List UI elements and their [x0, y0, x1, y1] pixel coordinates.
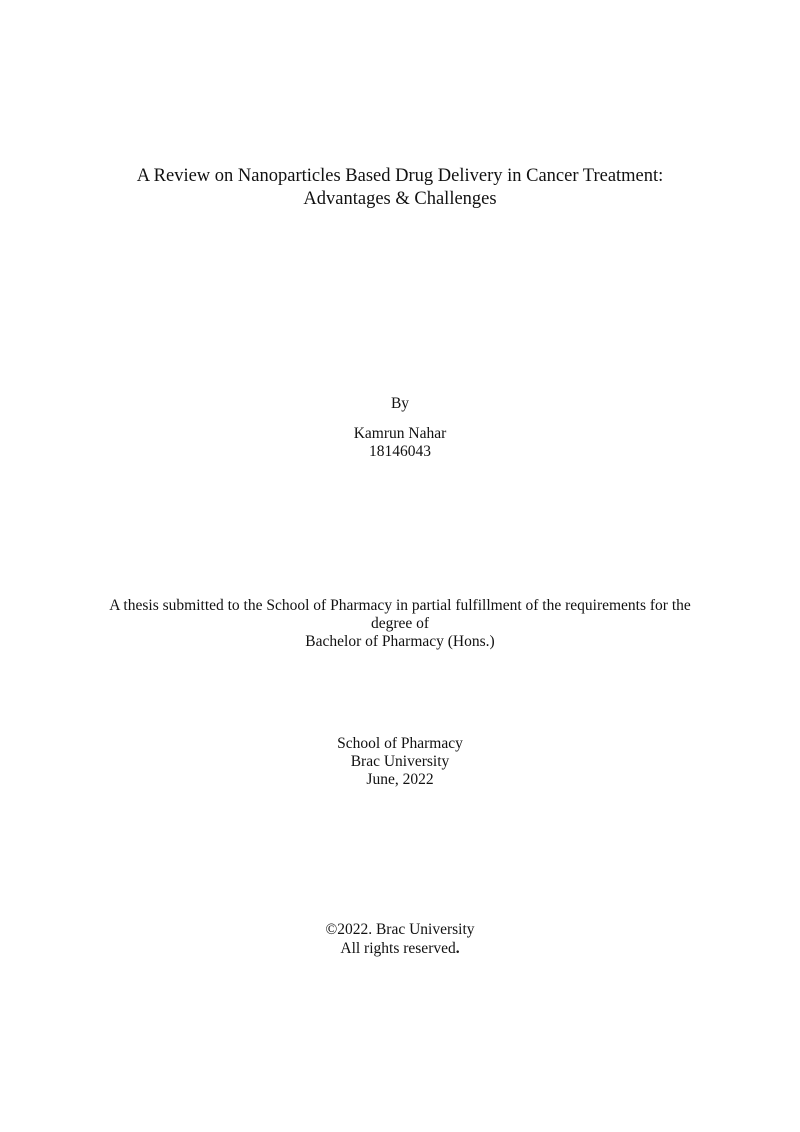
- rights-period: .: [455, 940, 460, 957]
- thesis-title: [0, 165, 800, 211]
- statement-line-2: degree of: [370, 615, 430, 632]
- student-id: 18146043: [369, 443, 431, 460]
- by-label: By: [390, 395, 410, 412]
- university-name: Brac University: [350, 753, 450, 770]
- by-label-block: [0, 394, 800, 414]
- degree-name: Bachelor of Pharmacy (Hons.): [305, 633, 495, 650]
- affiliation-block: [0, 735, 800, 789]
- submission-date: June, 2022: [366, 771, 434, 788]
- copyright-line: ©2022. Brac University: [325, 921, 475, 938]
- author-block: [0, 425, 800, 461]
- statement-line-1: A thesis submitted to the School of Pharmacy in partial fulfillment of the requirements for the: [109, 597, 691, 614]
- rights-text: All rights reserved: [340, 940, 456, 957]
- title-line-1: A Review on Nanoparticles Based Drug Delivery in Cancer Treatment:: [136, 166, 664, 186]
- author-name: Kamrun Nahar: [353, 425, 447, 442]
- copyright-block: [0, 920, 800, 958]
- rights-line: [0, 939, 800, 958]
- submission-statement: [0, 597, 800, 651]
- title-line-2: Advantages & Challenges: [303, 189, 497, 209]
- school-name: School of Pharmacy: [337, 735, 463, 752]
